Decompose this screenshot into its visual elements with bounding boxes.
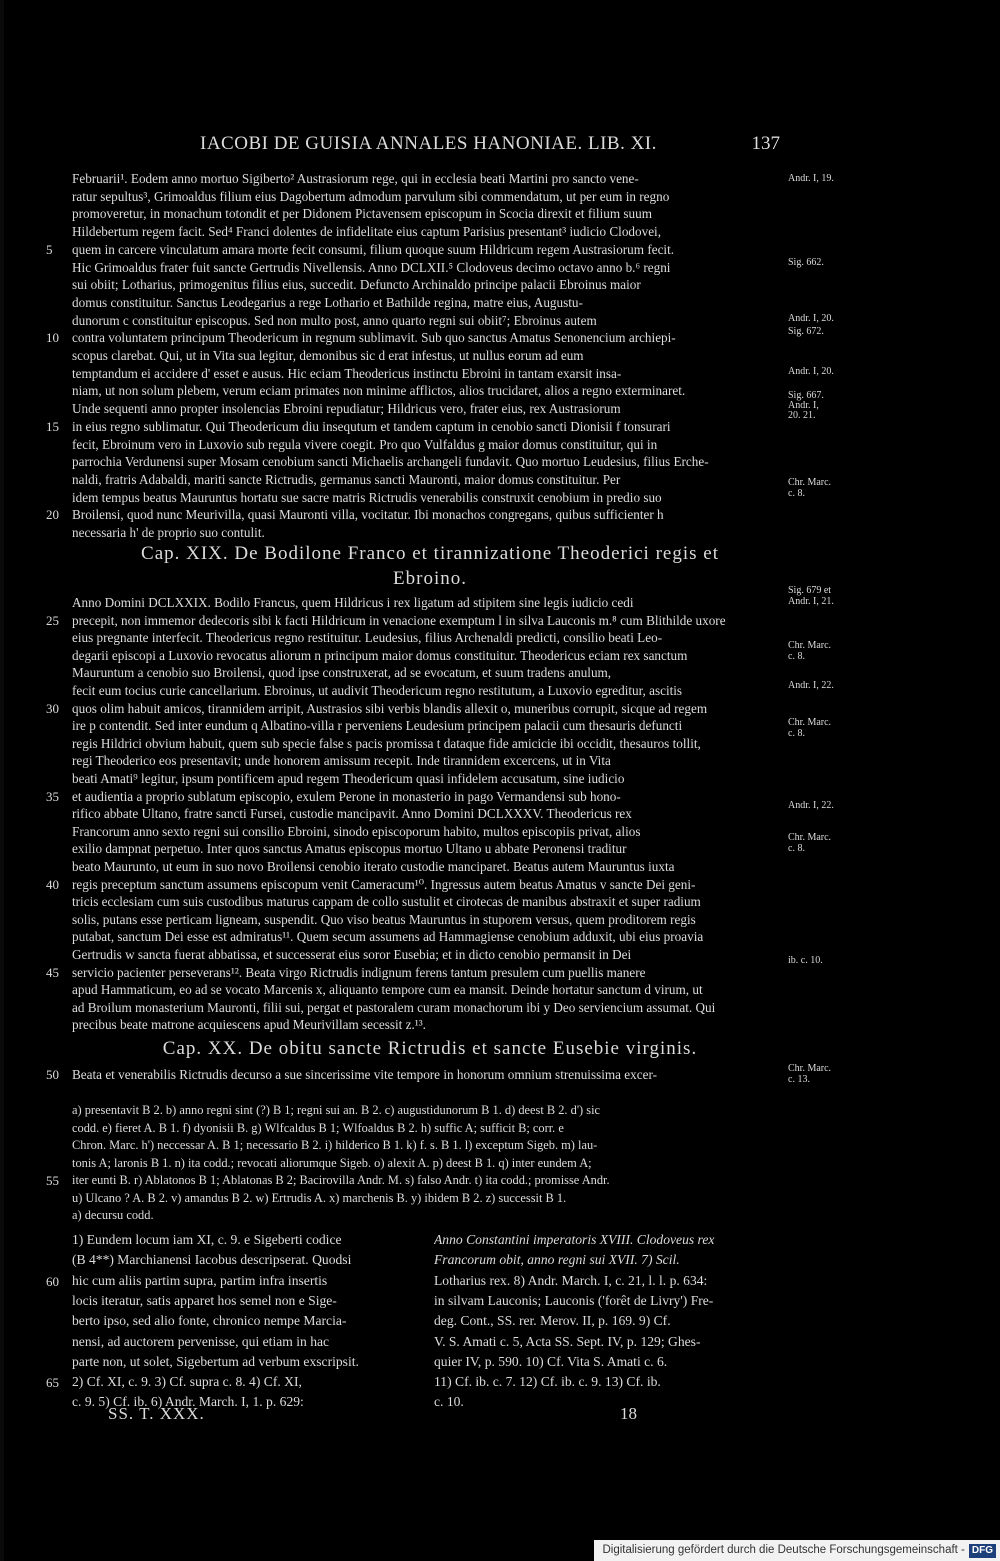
margin-note: Andr. I, 20. (788, 366, 834, 377)
margin-note: c. 13. (788, 1074, 810, 1085)
footnote-line: 11) Cf. ib. c. 7. 12) Cf. ib. c. 9. 13) Cf. ib. (434, 1374, 661, 1390)
scan-edge (0, 0, 4, 1561)
text-line: parrochia Verdunensi super Mosam cenobium sancti Michaelis archangeli fundavit. Quo mortuo Leudesius, filius Erche- (72, 454, 709, 470)
text-line: Francorum anno sexto regni sui consilio Ebroini, sinodo episcoporum habito, multos episcopiis privat, alios (72, 823, 641, 839)
text-line: fecit eum tocius curie cancellarium. Ebroinus, ut audivit Theodericum regno restitutum, a Luxovio egreditur, ascitis (72, 683, 683, 698)
text-line: precibus beate matrone acquiescens apud Meurivillam secessit z.¹³. (72, 1017, 426, 1033)
text-line: Unde sequenti anno propter insolencias Ebroini repudiatur; Hildricus vero, frater eius, rex Austrasiorum (72, 401, 621, 417)
text-line: contra voluntatem principum Theodericum in regnum sublimavit. Sub quo sanctus Amatus Senonencium archiepi- (72, 330, 676, 346)
digitization-footer (594, 1540, 1000, 1561)
footnote-line: 1) Eundem locum iam XI, c. 9. e Sigeberti codice (72, 1232, 342, 1247)
text-line: precepit, non immemor dedecoris sibi k facti Hildricum in venacione exemptum l in silva Lauconis m.⁸ cum Blithilde uxore (72, 612, 726, 628)
text-line: ire p contendit. Sed inter eundum q Albatino-villa r perveniens Leudesium principem palacii cum thesauris defuncti (72, 718, 683, 734)
text-line: necessaria h' de proprio suo contulit. (72, 525, 265, 540)
margin-note: Andr. I, 22. (788, 680, 834, 691)
line-number: 30 (46, 700, 59, 716)
footnote-line: deg. Cont., SS. rer. Merov. II, p. 169. 9) Cf. (434, 1313, 671, 1329)
text-line: regi Theoderico eos presentavit; unde honorem amissum recepit. Inde tirannidem excercens, ut in Vita (72, 753, 611, 769)
margin-note: Andr. I, 21. (788, 596, 834, 607)
margin-note: Andr. I, 22. (788, 800, 834, 811)
line-number: 50 (46, 1067, 59, 1082)
text-line: regis Hildrici obvium habuit, quem sub specie false s pacis promissa t dataque fide amicicie ibi occidit, thesauros tollit, (72, 735, 701, 751)
text-line: tricis ecclesiam cum suis custodibus maturus cappam de collo sustulit et cirotecas de manibus abstraxit et super radium (72, 894, 701, 910)
footnote-line: locis iteratur, satis apparet hos semel non e Sige- (72, 1292, 337, 1308)
margin-note: Chr. Marc. (788, 1063, 832, 1074)
text-line: beati Amati⁹ legitur, ipsum pontificem apud regem Theodericum quasi infidelem accusatum, sine iudicio (72, 771, 625, 786)
margin-note: ib. c. 10. (788, 955, 823, 966)
chapter-19-heading-line-1: Cap. XIX. De Bodilone Franco et tirannizatione Theoderici regis et (141, 543, 719, 564)
text-line: rifico abbate Ultano, fratre sancti Fursei, custodie mancipavit. Anno Domini DCLXXXV. Theodericus rex (72, 806, 632, 822)
text-line: naldi, fratris Adabaldi, mariti sancte Rictrudis, germanus sancti Mauronti, maior domus constituitur. Per (72, 471, 621, 487)
chapter-19-heading-line-2: Ebroino. (393, 568, 467, 589)
margin-note: Sig. 667. (788, 390, 824, 401)
sheet-number: 18 (620, 1404, 637, 1423)
text-line: servicio pacienter perseverans¹². Beata virgo Rictrudis indignum ferens tantum presulem cum puellis manere (72, 964, 646, 980)
footnote-line: in silvam Lauconis; Lauconis ('forêt de Livry') Fre- (434, 1292, 714, 1308)
footer-text: Digitalisierung gefördert durch die Deutsche Forschungsgemeinschaft - (602, 1544, 965, 1556)
text-line: quem in carcere vinculatum amara morte fecit consumi, filium quoque suum Hildricum regem Austrasiorum fecit. (72, 241, 675, 257)
footnote-line: c. 10. (434, 1394, 464, 1410)
margin-note: Sig. 672. (788, 326, 824, 337)
text-line: quos olim habuit amicos, tirannidem arripit, Austrasios sibi verbis blandis allexit o, muneribus corrupit, sicque ad regem (72, 700, 708, 716)
text-line: beato Mauruntо, ut eum in suo novo Broilensi cenobio iterato custodie manciparet. Beatus autem Mauruntus iuxta (72, 859, 675, 874)
line-number: 20 (46, 507, 59, 523)
footnote-line: nensi, ad auctorem pervenisse, qui etiam in hac (72, 1333, 330, 1349)
text-line: putabat, sanctum Dei esse est admiratus¹¹. Quem secum assumens ad Hammagiense cenobium adduxit, ubi eius proavia (72, 929, 704, 945)
footnote-line: Francorum obit, anno regni sui XVII. 7) Scil. (434, 1252, 680, 1268)
text-line: ad Broilum monasterium Mauronti, filii sui, pergat et pastoralem curam monachorum ibi y Deo serviencium assumat. Qui (72, 999, 716, 1015)
text-line: sui obiit; Lotharius, primogenitus filius eius, succedit. Defuncto Archinaldo principe palacii Ebroinus maior (72, 277, 641, 293)
line-number: 45 (46, 964, 59, 980)
text-line: in eius regno sublimatur. Qui Theodericum diu insequtum et tandem captum in cenobio sancti Dionisii f tonsurari (72, 418, 671, 434)
text-line: ratur sepultus³, Grimoaldus filium eius Dagobertum admodum parvulum sibi commendatum, ut per eum in regno (72, 188, 670, 204)
text-line: Chron. Marc. h') neccessar A. B 1; necessario B 2. i) hilderico B 1. k) f. s. B 1. l) exceptum Sigeb. m) lau- (72, 1138, 598, 1152)
margin-note: Sig. 679 et (788, 585, 832, 596)
text-line: et audientia a proprio sublatum episcopio, exulem Perone in monasterio in pago Vermandensi sub hono- (72, 788, 621, 804)
margin-note: Sig. 662. (788, 257, 824, 268)
line-number: 40 (46, 876, 59, 892)
footnote-line: hic cum aliis partim supra, partim infra insertis (72, 1272, 328, 1288)
text-line: Hildebertum regem facit. Sed⁴ Franci dolentes de infidelitate eius captum Parisius presentant³ iudicio Clodovei, (72, 224, 662, 240)
footnote-line: parte non, ut solet, Sigebertum ad verbum exscripsit. (72, 1353, 359, 1369)
text-line: Gertrudis w sancta fuerat abbatissa, et successerat eius soror Eusebia; et in dicto cenobio permansit in Dei (72, 947, 632, 962)
running-head (0, 133, 1000, 159)
text-line: temptandum ei accidere d' esset e ausus. Hic eciam Theodericus instinctu Ebroini in tantam exarsit insa- (72, 365, 622, 381)
text-line: tonis A; laronis B 1. n) ita codd.; revocati aliorumque Sigeb. o) alexit A. p) deest B 1. q) inter eundem A; (72, 1155, 592, 1170)
footnote-line: Anno Constantini imperatoris XVIII. Clodoveus rex (434, 1232, 715, 1247)
footnote-line: 2) Cf. XI, c. 9. 3) Cf. supra c. 8. 4) Cf. XI, (72, 1374, 302, 1390)
text-line: domus constituitur. Sanctus Leodegarius a rege Lothario et Bathilde regina, matre eius, Augustu- (72, 294, 583, 310)
footnote-line: (B 4**) Marchianensi Iacobus descripserat. Quodsi (72, 1252, 352, 1268)
footnote-line: c. 9. 5) Cf. ib. 6) Andr. March. I, 1. p. 629: (72, 1394, 304, 1410)
line-number: 35 (46, 788, 59, 804)
text-line: degarii episcopi a Luxovio revocatus aliorum n principum maior domus constituitur. Theodericus eciam rex sanctum (72, 647, 688, 663)
footnote-line: V. S. Amati c. 5, Acta SS. Sept. IV, p. 129; Ghes- (434, 1333, 701, 1349)
margin-note: c. 8. (788, 488, 805, 499)
line-number: 55 (46, 1173, 59, 1188)
chapter-20-heading: Cap. XX. De obitu sancte Rictrudis et sancte Eusebie virginis. (162, 1038, 698, 1059)
running-head-title: IACOBI DE GUISIA ANNALES HANONIAE. LIB. XI. (200, 133, 657, 154)
text-line: iter eunti B. r) Ablatonos B 1; Ablatonas B 2; Bacirovilla Andr. M. s) falso Andr. t) ita codd.; promisse Andr. (72, 1173, 610, 1187)
line-number: 25 (46, 612, 59, 628)
text-line: solis, putans esse perticam ligneam, suspendit. Quo viso beatus Mauruntus in stuporem versus, quem proditorem regis (72, 911, 696, 927)
footnote-line: Lotharius rex. 8) Andr. March. I, c. 21, l. l. p. 634: (434, 1272, 708, 1288)
text-line: apud Hammaticum, eo ad se vocato Marcenis x, aliquanto tempore cum ea mansit. Deinde hortatur sanctum d virum, ut (72, 982, 703, 998)
text-line: Mauruntum a cenobio suo Broilensi, quod ipse construxerat, ad se evocatum, et suum tradens anulum, (72, 665, 612, 681)
signature-mark: SS. T. XXX. (108, 1404, 205, 1423)
margin-note: Chr. Marc. (788, 640, 832, 651)
margin-note: Andr. I, (788, 400, 819, 411)
text-line: scopus clarebat. Qui, ut in Vita sua legitur, demonibus sic d erat infestus, ut nullus eorum ad eum (72, 348, 584, 363)
text-line: a) presentavit B 2. b) anno regni sint (?) B 1; regni sui an. B 2. c) augustidunorum B 1. d) deest B 2. d') sic (72, 1103, 601, 1117)
text-line: Broilensi, quod nunc Meurivilla, quasi Mauronti villa, vocitatur. Ibi monachos congregans, quibus sufficienter h (72, 507, 664, 523)
page-number: 137 (751, 133, 780, 154)
margin-note: Andr. I, 20. (788, 313, 834, 324)
footnote-line: quier IV, p. 590. 10) Cf. Vita S. Amati c. 6. (434, 1353, 668, 1369)
line-number: 10 (46, 330, 59, 346)
margin-note: Chr. Marc. (788, 717, 832, 728)
body-line: Beata et venerabilis Rictrudis decurso a sue sincerissime vite tempore in honorum omnium strenuissima excer- (72, 1067, 657, 1082)
line-number: 15 (46, 418, 59, 434)
dfg-logo: DFG (969, 1544, 996, 1558)
text-line: Hic Grimoaldus frater fuit sancte Gertrudis Nivellensis. Anno DCLXII.⁵ Clodoveus decimo octavo anno b.⁶ regni (72, 259, 671, 275)
line-number: 65 (46, 1375, 59, 1391)
line-number: 60 (46, 1273, 59, 1289)
text-line: u) Ulcano ? A. B 2. v) amandus B 2. w) Ertrudis A. x) marchenis B. y) ibidem B 2. z) successit B 1. (72, 1190, 567, 1205)
text-line: niam, ut non solum plebem, verum eciam primates non minime afflictos, alios trucidaret, alios a regno exterminaret. (72, 383, 686, 399)
footnote-line: berto ipso, sed alio fonte, chronico nempe Marcia- (72, 1313, 347, 1329)
text-line: Anno Domini DCLXXIX. Bodilo Francus, quem Hildricus i rex ligatum ad stipitem sine legis iudicio cedi (72, 595, 634, 610)
text-line: dunorum c constituitur episcopus. Sed non multo post, anno quarto regni sui obiit⁷; Ebroinus autem (72, 312, 597, 328)
margin-note: c. 8. (788, 843, 805, 854)
text-line: a) decursu codd. (72, 1208, 154, 1222)
text-line: regis preceptum sanctum assumens episcopum venit Cameracum¹⁰. Ingressus autem beatus Amatus v sancte Dei geni- (72, 876, 696, 892)
text-line: promoveretur, in monachum totondit et per Didonem Pictavensem episcopum in Scocia direxit et filium suum (72, 206, 652, 222)
margin-note: c. 8. (788, 651, 805, 662)
margin-note: c. 8. (788, 728, 805, 739)
margin-note: Chr. Marc. (788, 477, 832, 488)
line-number: 5 (46, 241, 53, 257)
text-line: eius pregnante interfecit. Theodericus regno restituitur. Leudesius, filius Archenaldi predicti, consilio beati Leo- (72, 630, 663, 646)
margin-note: Chr. Marc. (788, 832, 832, 843)
margin-note: Andr. I, 19. (788, 173, 834, 184)
text-line: Februarii¹. Eodem anno mortuo Sigiberto² Austrasiorum rege, qui in ecclesia beati Martini pro sancto vene- (72, 171, 639, 186)
text-line: fecit, Ebroinum vero in Luxovio sub regula vivere coegit. Pro quo Vulfaldus g maior domus constituitur, qui in (72, 436, 658, 452)
text-line: codd. e) fieret A. B 1. f) dyonisii B. g) Wlfcaldus B 1; Wlfoaldus B 2. h) suffic A; sufficit B; corr. e (72, 1120, 564, 1135)
text-line: exilio dampnat perpetuo. Inter quos sanctus Amatus episcopus mortuo Ultano u abbate Peronensi traditur (72, 841, 627, 857)
text-line: idem tempus beatus Mauruntus hortatu sue sacre matris Rictrudis venerabilis construxit cenobium in predio suo (72, 489, 662, 505)
margin-note: 20. 21. (788, 410, 816, 421)
